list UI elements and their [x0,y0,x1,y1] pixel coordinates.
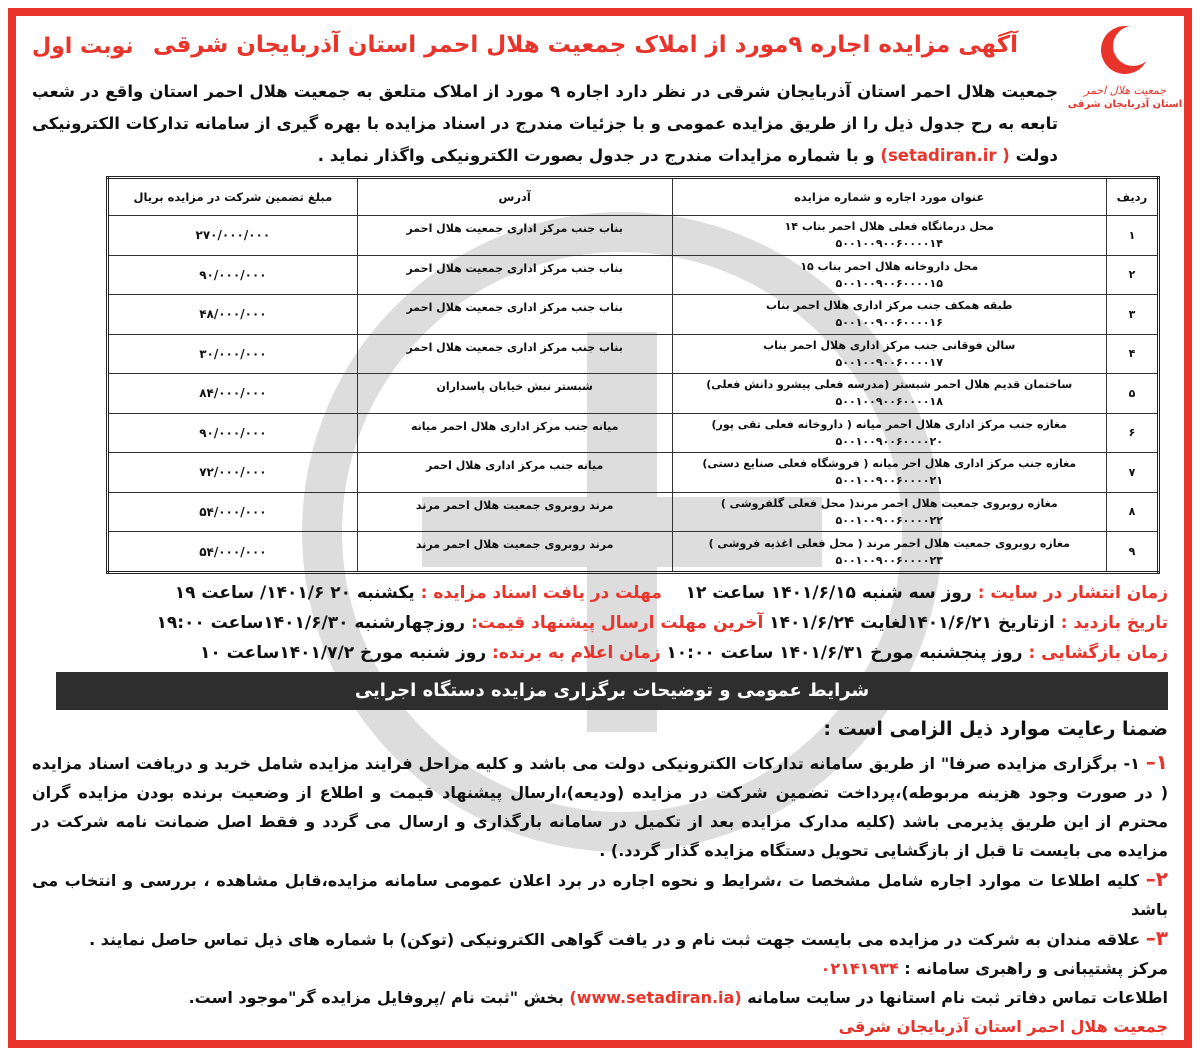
auction-table [106,176,1160,574]
row-amount: ۹۰/۰۰۰/۰۰۰ [108,255,358,295]
row-title [672,453,1106,493]
rule-text: علاقه مندان به شرکت در مزایده می بایست جهت ثبت نام و در یافت گواهی الکترونیکی (توکن) با شماره های ذیل تماس حاصل نمایند . [89,930,1141,949]
row-address: مرند روبروی جمعیت هلال احمر مرند [357,492,672,532]
support-phone: ۰۲۱۴۱۹۳۴ [820,959,899,978]
row-title [672,295,1106,335]
row-auction-code: ۵۰۰۱۰۰۹۰۰۶۰۰۰۰۱۴ [835,237,943,251]
row-address: مرند روبروی جمعیت هلال احمر مرند [357,532,672,573]
row-amount: ۳۰/۰۰۰/۰۰۰ [108,334,358,374]
row-title [672,374,1106,414]
row-number: ۶ [1106,413,1158,453]
table-row [108,295,1159,335]
publish-label: زمان انتشار در سایت : [977,583,1168,603]
row-amount: ۸۴/۰۰۰/۰۰۰ [108,374,358,414]
row-auction-code: ۵۰۰۱۰۰۹۰۰۶۰۰۰۰۱۷ [835,355,943,369]
rule-item [32,924,1168,954]
row-address: بناب جنب مرکز اداری جمعیت هلال احمر [357,295,672,335]
table-row [108,216,1159,256]
rule-item [32,865,1168,924]
table-row [108,453,1159,493]
table-header-row [108,178,1159,216]
row-address: بناب جنب مرکز اداری جمعیت هلال احمر [357,216,672,256]
publish-value: روز سه شنبه ۱۴۰۱/۶/۱۵ ساعت ۱۲ [685,583,972,603]
table-row [108,334,1159,374]
rule-text: کلیه اطلاعا ت موارد اجاره شامل مشخصا ت ،شرایط و نحوه اجاره در برد اعلان عمومی سامانه مزایده،قابل مشاهده ، بررسی و انتخاب می باشد [32,871,1168,919]
col-header-amount: مبلغ تضمین شرکت در مزایده بریال [108,178,358,216]
schedule-line-1 [32,578,1168,608]
intro-text: جمعیت هلال احمر استان آذربایجان شرقی در نظر دارد اجاره ۹ مورد از املاک متلعق به جمعیت هلال احمر استان واقع در شعب تابعه به رح جدول ذیل را از طریق مزایده عمومی و با جزئیات مندرج در اسناد مزایده با بهره گیری از سامانه تدارکات الکترونیکی دولت [32,82,1059,165]
opening-value: روز پنجشنبه مورخ ۱۴۰۱/۶/۳۱ ساعت ۱۰:۰۰ [666,643,1023,663]
intro-site-link[interactable]: ( setadiran.ir) [880,146,1010,165]
row-number: ۲ [1106,255,1158,295]
row-amount: ۴۸/۰۰۰/۰۰۰ [108,295,358,335]
support-line [32,954,1168,983]
row-title-text: مغازه روبروی جمعیت هلال احمر مرند( محل فعلی گلفروشی ) [720,496,1058,510]
row-title [672,532,1106,573]
col-header-title: عنوان مورد اجاره و شماره مزایده [672,178,1106,216]
header [32,28,1058,68]
row-auction-code: ۵۰۰۱۰۰۹۰۰۶۰۰۰۰۱۶ [835,316,943,330]
row-title [672,413,1106,453]
row-title-text: مغازه جنب مرکز اداری هلال احمر میانه ( داروخانه فعلی تقی پور) [711,417,1067,431]
row-title [672,334,1106,374]
round-label: نوبت اول [32,34,134,59]
visit-label: تاریخ بازدید : [1060,613,1168,633]
row-auction-code: ۵۰۰۱۰۰۹۰۰۶۰۰۰۰۲۱ [835,474,943,488]
row-address: میانه جنب مرکز اداری هلال احمر میانه [357,413,672,453]
row-title-text: محل درمانگاه فعلی هلال احمر بناب ۱۴ [784,220,994,234]
row-amount: ۵۴/۰۰۰/۰۰۰ [108,532,358,573]
ad-title: آگهی مزایده اجاره ۹مورد از املاک جمعیت هلال احمر استان آذربایجان شرقی [152,32,1018,58]
rule-text: ۱- برگزاری مزایده صرفا" از طریق سامانه تدارکات الکترونیکی دولت می باشد و کلیه مراحل فرایند مزایده شامل خرید و دریافت اسناد مزایده ( در صورت وجود هزینه مربوطه)،پرداخت تضمین شرکت در مزایده (ودیعه)،ارسال پیشنهاد قیمت و اطلاع از وضعیت برنده بودن مزایده گران محترم از این طریق پذیرمی باشد (کلیه مدارک مزایده بعد از تکمیل در سامانه بارگذاری و ارسال می گردد و فقط اصل ضمانت نامه شرکت در مزایده می بایست تا قبل از بازگشایی تحویل دستگاه مزایده گذار گردد.) . [32,754,1168,860]
row-number: ۷ [1106,453,1158,493]
crescent-icon [1097,22,1153,78]
deadline-label: مهلت در یافت اسناد مزایده : [420,583,662,603]
row-title-text: ساختمان قدیم هلال احمر شبستر (مدرسه فعلی پیشرو دانش فعلی) [706,378,1073,392]
intro-paragraph [32,76,1058,172]
contact-site-link[interactable]: (www.setadiran.ia) [569,988,742,1007]
red-crescent-logo [1066,22,1184,110]
row-title-text: مغازه روبروی جمعیت هلال احمر مرند ( محل فعلی اغذیه فروشی ) [708,536,1070,550]
offer-value: روزچهارشنبه ۱۴۰۱/۶/۳۰ساعت ۱۹:۰۰ [156,613,466,633]
row-number: ۱ [1106,216,1158,256]
logo-line-1: جمعیت هلال احمر [1083,84,1167,97]
winner-label: زمان اعلام به برنده: [492,643,661,663]
table-row [108,374,1159,414]
row-auction-code: ۵۰۰۱۰۰۹۰۰۶۰۰۰۰۲۲ [835,513,943,527]
visit-value: ازتاریخ ۱۴۰۱/۶/۲۱لغایت ۱۴۰۱/۶/۲۴ [769,613,1055,633]
support-label: مرکز پشتیبانی و راهبری سامانه : [904,959,1168,978]
row-title-text: سالن فوقانی جنب مرکز اداری هلال احمر بناب [763,338,1016,352]
schedule-line-2 [32,608,1168,638]
table-row [108,413,1159,453]
row-address: شبستر نبش خیابان پاسداران [357,374,672,414]
row-number: ۴ [1106,334,1158,374]
row-title-text: طبقه همکف جنب مرکز اداری هلال احمر بناب [765,299,1013,313]
contact-line [32,983,1168,1012]
table-row [108,532,1159,573]
logo-line-2: استان آذربایجان شرقی [1067,99,1183,110]
row-number: ۵ [1106,374,1158,414]
ad-content [22,22,1183,1036]
rules-list [32,748,1168,1041]
row-amount: ۲۷۰/۰۰۰/۰۰۰ [108,216,358,256]
row-address: بناب جنب مرکز اداری جمعیت هلال احمر [357,334,672,374]
conditions-banner: شرایط عمومی و توضیحات برگزاری مزایده دستگاه اجرایی [56,672,1168,710]
row-title-text: مغازه جنب مرکز اداری هلال احر میانه ( فروشگاه فعلی صنایع دستی) [702,457,1077,471]
contact-text: اطلاعات تماس دفاتر ثبت نام استانها در سایت سامانه [747,988,1168,1007]
row-auction-code: ۵۰۰۱۰۰۹۰۰۶۰۰۰۰۲۰ [835,434,943,448]
row-auction-code: ۵۰۰۱۰۰۹۰۰۶۰۰۰۰۱۸ [835,395,943,409]
schedule [32,578,1168,668]
row-title [672,216,1106,256]
row-amount: ۷۲/۰۰۰/۰۰۰ [108,453,358,493]
row-address: میانه جنب مرکز اداری هلال احمر [357,453,672,493]
rule-number: ۲– [1145,867,1169,891]
row-amount: ۵۴/۰۰۰/۰۰۰ [108,492,358,532]
row-auction-code: ۵۰۰۱۰۰۹۰۰۶۰۰۰۰۲۳ [835,553,943,567]
section-title: ضمنا رعایت موارد ذیل الزامی است : [823,718,1168,740]
table-row [108,255,1159,295]
ad-frame [8,8,1192,1048]
row-title [672,255,1106,295]
table-row [108,492,1159,532]
schedule-line-3 [32,638,1168,668]
col-header-address: آدرس [357,178,672,216]
contact-text-end: بخش "ثبت نام /پروفایل مزایده گر"موجود است. [188,988,564,1007]
row-number: ۳ [1106,295,1158,335]
deadline-value: یکشنبه ۲۰ ۱۴۰۱/۶/ ساعت ۱۹ [174,583,415,603]
rule-number: ۱– [1145,750,1168,774]
row-title [672,492,1106,532]
row-auction-code: ۵۰۰۱۰۰۹۰۰۶۰۰۰۰۱۵ [835,276,943,290]
intro-text-end: و با شماره مزایدات مندرج در جدول بصورت الکترونیکی واگذار نماید . [317,146,875,165]
col-header-row: ردیف [1106,178,1158,216]
rule-item [32,748,1168,865]
rule-number: ۳– [1145,926,1168,950]
offer-label: آخرین مهلت ارسال پیشنهاد قیمت: [471,613,764,633]
opening-label: زمان بازگشایی : [1028,643,1168,663]
row-amount: ۹۰/۰۰۰/۰۰۰ [108,413,358,453]
signature: جمعیت هلال احمر استان آذربایجان شرقی [838,1017,1168,1036]
row-title-text: محل داروخانه هلال احمر بناب ۱۵ [800,259,979,273]
row-address: بناب جنب مرکز اداری جمعیت هلال احمر [357,255,672,295]
winner-value: روز شنبه مورخ ۱۴۰۱/۷/۲ساعت ۱۰ [199,643,487,663]
row-number: ۹ [1106,532,1158,573]
row-number: ۸ [1106,492,1158,532]
